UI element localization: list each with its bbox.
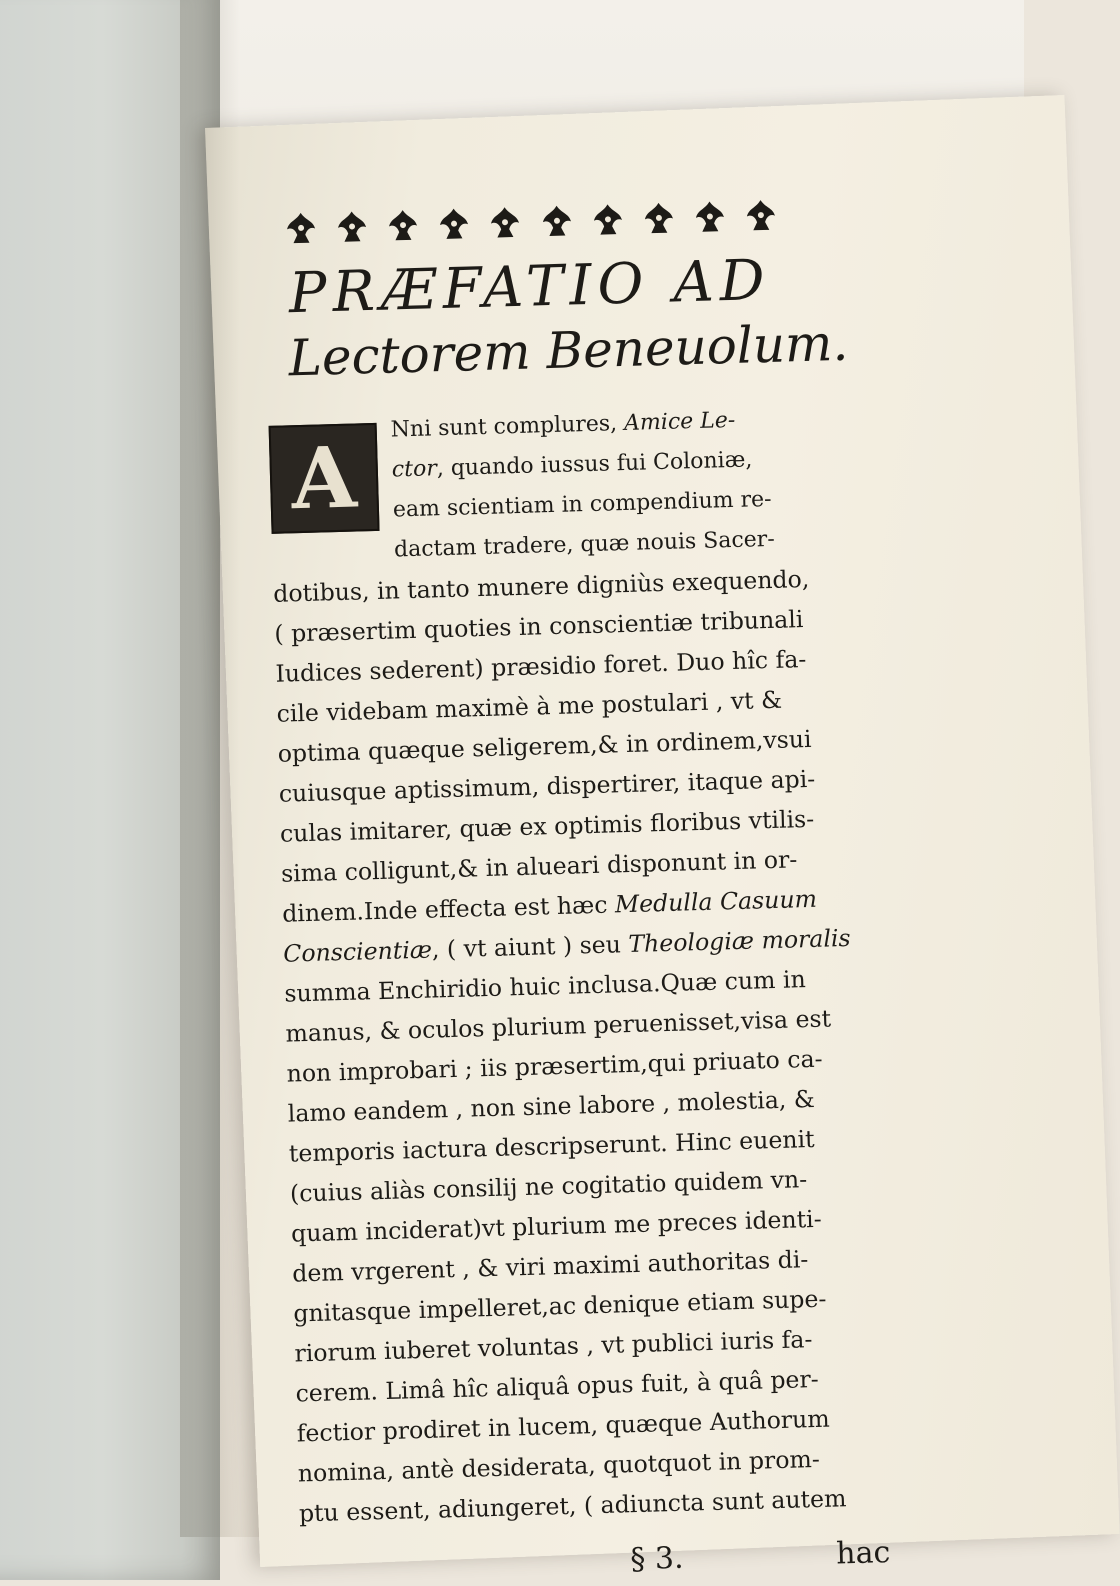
- line-text: cuiusque aptissimum, dispertirer, itaque api-: [278, 764, 816, 808]
- fleuron-icon: [281, 208, 322, 249]
- page-title: PRÆFATIO AD: [288, 247, 772, 327]
- line-text: eam scientiam in compendium re-: [392, 486, 772, 523]
- fleuron-icon: [434, 204, 475, 245]
- line-text: optima quæque seligerem,& in ordinem,vsui: [277, 724, 812, 768]
- fleuron-icon: [638, 198, 679, 239]
- fleuron-icon: [587, 200, 628, 241]
- fleuron-icon: [740, 196, 781, 237]
- fleuron-icon: [689, 197, 730, 238]
- line-text: cerem. Limâ hîc aliquâ opus fuit, à quâ per-: [295, 1364, 820, 1408]
- line-italic-text: Amice Le-: [623, 407, 736, 436]
- fleuron-icon: [332, 207, 373, 248]
- line-text: (cuius aliàs consilij ne cogitatio quidem vn-: [289, 1165, 808, 1208]
- line-text: culas imitarer, quæ ex optimis floribus vtilis-: [279, 804, 815, 848]
- fleuron-icon: [383, 206, 424, 247]
- line-text: ( præsertim quoties in conscientiæ tribunali: [274, 605, 804, 648]
- line-text: riorum iuberet voluntas , vt publici iuris fa-: [294, 1325, 813, 1368]
- line-italic-text: Theologiæ moralis: [627, 923, 851, 959]
- line-text: dem vrgerent , & viri maximi authoritas di-: [291, 1245, 809, 1288]
- page-footer: [300, 1535, 901, 1586]
- line-text: dinem.Inde effecta est hæc: [281, 890, 616, 928]
- line-text: sima colligunt,& in alueari disponunt in or-: [280, 845, 798, 888]
- line-text: dactam tradere, quæ nouis Sacer-: [393, 526, 776, 563]
- line-text: quam inciderat)vt plurium me preces identi-: [290, 1204, 822, 1248]
- catchword: hac: [835, 1534, 891, 1572]
- line-text: Nni sunt complures,: [390, 410, 625, 443]
- drop-cap-letter: A: [290, 427, 359, 529]
- printed-text-block: [262, 173, 901, 1586]
- line-text: lamo eandem , non sine labore , molestia, &: [287, 1084, 816, 1128]
- page-subtitle: Lectorem Beneuolum.: [287, 313, 850, 388]
- line-text: summa Enchiridio huic inclusa.Quæ cum in: [284, 965, 807, 1008]
- line-text: , quando iussus fui Coloniæ,: [436, 447, 753, 482]
- book-gutter: [180, 0, 240, 1537]
- line-text: ptu essent, adiungeret, ( adiuncta sunt autem: [298, 1484, 847, 1528]
- line-text: manus, & oculos plurium peruenisset,visa est: [285, 1004, 832, 1048]
- preface-body: [268, 397, 899, 1533]
- line-text: , ( vt aiunt ) seu: [431, 930, 629, 964]
- line-italic-text: Medulla Casuum: [614, 884, 818, 919]
- line-italic-text: Conscientiæ: [282, 935, 433, 968]
- line-text: Iudices sederent) præsidio foret. Duo hîc fa-: [275, 644, 807, 688]
- line-text: dotibus, in tanto munere digniùs exequendo,: [272, 564, 810, 608]
- line-text: non improbari ; iis præsertim,qui priuato ca-: [286, 1044, 823, 1088]
- line-text: fectior prodiret in lucem, quæque Authorum: [296, 1404, 831, 1448]
- line-text: gnitasque impelleret,ac denique etiam supe-: [292, 1284, 827, 1328]
- signature-mark: § 3.: [629, 1540, 685, 1578]
- line-text: temporis iactura descripserunt. Hinc euenit: [288, 1124, 815, 1168]
- line-italic-text: ctor: [391, 456, 438, 483]
- drop-cap-initial: [269, 423, 380, 534]
- ornament-row: [280, 176, 781, 250]
- fleuron-icon: [485, 203, 526, 244]
- line-text: nomina, antè desiderata, quotquot in prom-: [297, 1444, 821, 1488]
- line-text: cile videbam maximè à me postulari , vt &: [276, 685, 783, 728]
- fleuron-icon: [536, 201, 577, 242]
